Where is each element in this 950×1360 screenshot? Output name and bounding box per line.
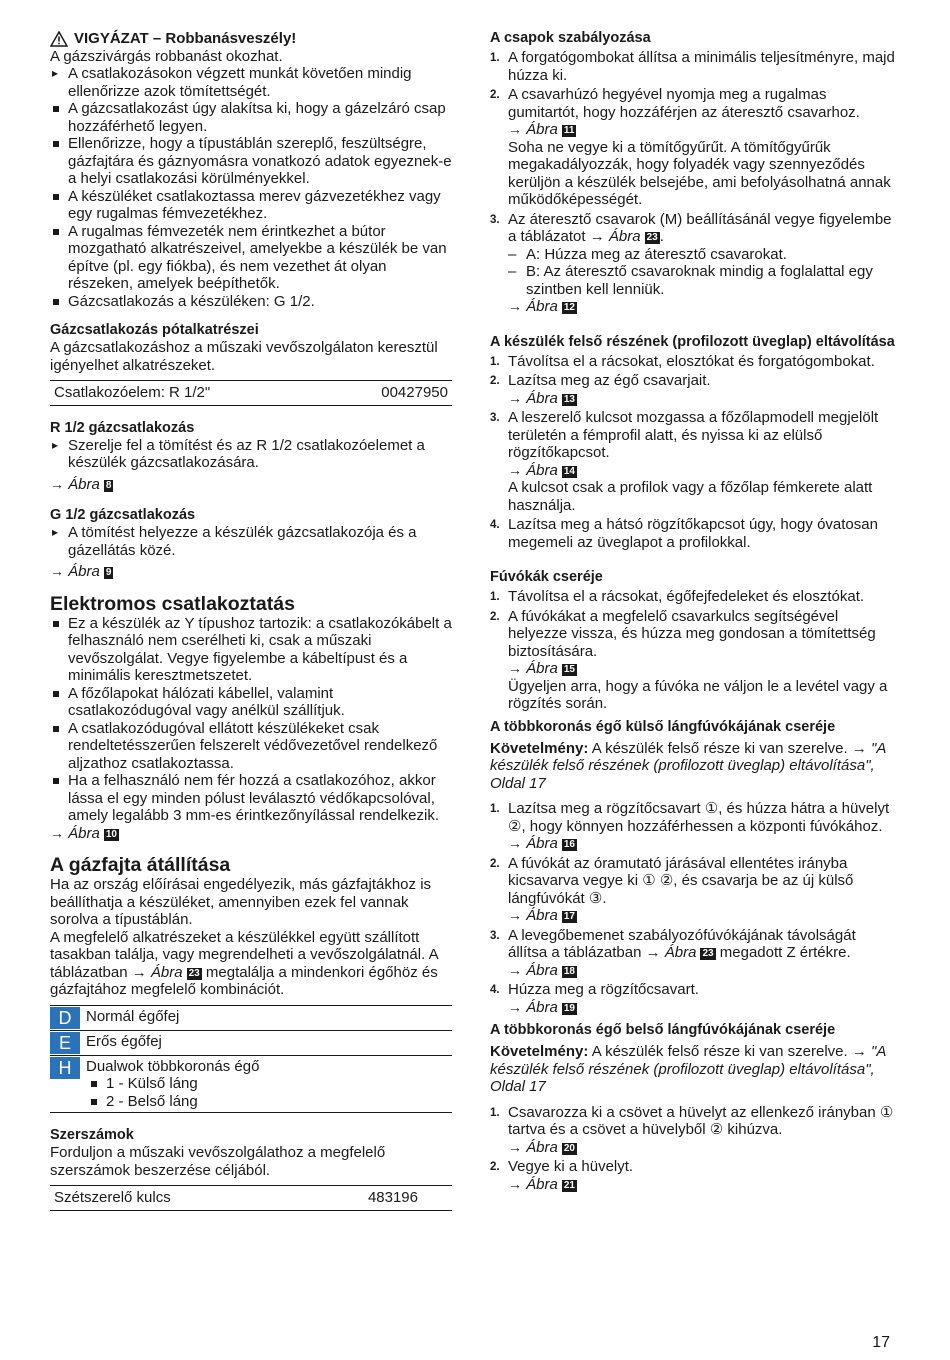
tools-table <box>50 1185 452 1211</box>
figure-ref: → Ábra 23 <box>645 944 714 961</box>
list-item: 2. Vegye ki a hüvelyt. → Ábra 21 <box>490 1158 895 1193</box>
figure-ref: → Ábra 9 <box>50 563 112 580</box>
table-row <box>50 1055 452 1113</box>
right-column <box>490 30 895 1193</box>
nozzle-steps <box>490 588 895 713</box>
tool-name: Szétszerelő kulcs <box>54 1189 171 1206</box>
list-item: – B: Az áteresztő csavaroknak mindig a foglalattal egy szintben kell lenniük. <box>508 263 895 298</box>
list-item: A rugalmas fémvezeték nem érintkezhet a bútor mozgatható alkatrészeivel, amelyekbe a készülék be van építve (pl. egy fiókba), és nem vezethet át olyan részeken, amelyek beépíthetők. <box>50 223 452 293</box>
list-item: ▸ A tömítést helyezze a készülék gázcsatlakozója és a gázellátás közé. <box>50 524 452 559</box>
figure-ref: → Ábra 19 <box>508 998 575 1016</box>
tools-text: Forduljon a műszaki vevőszolgálathoz a megfelelő szerszámok beszerzése céljából. <box>50 1144 386 1179</box>
list-item: – A: Húzza meg az áteresztő csavarokat. <box>508 246 895 264</box>
list-item: 1. Távolítsa el a rácsokat, égőfejfedeleket és elosztókat. <box>490 588 865 605</box>
table-row <box>50 1005 452 1030</box>
figure-ref: → Ábra 10 <box>50 824 117 842</box>
outer-requirement: Követelmény: A készülék felső része ki van szerelve. → "A készülék felső részének (profilozott üveglap) eltávolítása", Oldal 17 <box>490 739 886 792</box>
inner-steps <box>490 1104 895 1194</box>
list-item: 2. A csavarhúzó hegyével nyomja meg a rugalmas gumitartót, hogy hozzáférjen az áteresztő csavarhoz. → Ábra 11 Soha ne vegye ki a tömítőgyűrűt. A tömítőgyűrűk megakadályozzák, hogy folyadék vagy szennyeződés kerüljön a készülék belsejébe, ami befolyásolhatná annak működőképességét. <box>490 86 895 209</box>
inner-heading: A többkoronás égő belső lángfúvókájának cseréje <box>490 1022 836 1038</box>
list-item: 4. Húzza meg a rögzítőcsavart. → Ábra 19 <box>490 981 895 1016</box>
r12-list <box>50 437 452 472</box>
tools-heading: Szerszámok <box>50 1127 134 1143</box>
list-item: 4. Lazítsa meg a hátsó rögzítőkapcsot úgy, hogy óvatosan megemeli az üveglapot a profilokkal. <box>490 516 878 551</box>
list-item: 3. Az áteresztő csavarok (M) beállításánál vegye figyelembe a táblázatot → Ábra 23 . – A: Húzza meg az áteresztő csavarokat. – B: Az áteresztő csavaroknak mindig a foglalattal egy szintben kell lenniük. → Ábra 12 <box>490 211 895 316</box>
outer-steps <box>490 800 895 1016</box>
part-name: Csatlakozóelem: R 1/2" <box>54 384 211 401</box>
list-item: Gázcsatlakozás a készüléken: G 1/2. <box>50 293 452 311</box>
figure-ref: → Ábra 12 <box>508 298 575 315</box>
list-item: 2. A fúvókákat a megfelelő csavarkulcs segítségével helyezze vissza, és húzza meg gondosan a tömítettség biztosítására. → Ábra 15 Ügyeljen arra, hogy a fúvóka ne váljon le a levétel vagy a rögzítés során. <box>490 608 895 713</box>
list-item: 2. A fúvókát az óramutató járásával ellentétes irányba kicsavarva vegye ki ① ②, és csavarja be az új külső lángfúvókát ③. → Ábra 17 <box>490 855 895 925</box>
figure-ref: → Ábra 15 <box>508 660 575 677</box>
list-item: 1. Csavarozza ki a csövet a hüvelyt az ellenkező irányban ① tartva és a csövet a hüvelyből ② kihúzva. → Ábra 20 <box>490 1103 894 1156</box>
top-heading: A készülék felső részének (profilozott üveglap) eltávolítása <box>490 333 895 350</box>
list-item: ▸ A csatlakozásokon végzett munkát követően mindig ellenőrizze azok tömítettségét. <box>50 65 452 100</box>
taps-heading: A csapok szabályozása <box>490 30 651 46</box>
outer-requirement-link[interactable]: → "A készülék felső részének (profilozott üveglap) eltávolítása", Oldal 17 <box>490 739 886 792</box>
figure-ref: → Ábra 13 <box>508 389 575 407</box>
nozzle-heading: Fúvókák cseréje <box>490 569 603 585</box>
part-code: 00427950 <box>381 384 448 401</box>
figure-ref: → Ábra 11 <box>508 121 575 138</box>
figure-ref: → Ábra 23 <box>589 228 658 245</box>
figure-ref: → Ábra 21 <box>508 1175 575 1193</box>
g12-heading: G 1/2 gázcsatlakozás <box>50 507 196 523</box>
list-item: A készüléket csatlakoztassa merev gázvezetékhez vagy egy rugalmas fémvezetékhez. <box>50 188 452 223</box>
parts-text: A gázcsatlakozáshoz a műszaki vevőszolgálaton keresztül igényelhet alkatrészeket. <box>50 339 438 374</box>
burner-name: Normál égőfej <box>86 1007 180 1025</box>
figure-ref: → Ábra 18 <box>508 961 575 979</box>
table-row <box>50 1030 452 1055</box>
warning-list <box>50 100 452 310</box>
figure-ref: → Ábra 20 <box>508 1138 575 1156</box>
list-item: 1. A forgatógombokat állítsa a minimális teljesítményre, majd húzza ki. <box>490 49 895 84</box>
list-item: Ez a készülék az Y típushoz tartozik: a csatlakozókábelt a felhasználó nem cserélheti ki, csak a műszaki vevőszolgálat. Vegye figyelembe a kábeltípust és a minimális keresztmetszetet. <box>50 615 452 685</box>
list-item: A főzőlapokat hálózati kábellel, valamint csatlakozódugóval vagy anélkül szállítjuk. <box>50 685 452 720</box>
tool-code: 483196 <box>367 1189 418 1206</box>
list-item: Ha a felhasználó nem fér hozzá a csatlakozóhoz, akkor lássa el egy minden pólust leválasztó védőkapcsolóval, amely legalább 3 mm-es érintkezőnyílással rendelkezik. <box>50 772 452 825</box>
warning-title: VIGYÁZAT – Robbanásveszély! <box>50 30 452 48</box>
list-item: Ellenőrizze, hogy a típustáblán szereplő, feszültségre, gázfajtára és gáznyomásra vonatkozó adatok egyeznek-e a helyi csatlakozási körülményekkel. <box>50 135 452 188</box>
list-item: 2. Lazítsa meg az égő csavarjait. → Ábra 13 <box>490 372 895 407</box>
gas-paragraph-1: Ha az ország előírásai engedélyezik, más gázfajtákhoz is beállíthatja a készüléket, amennyiben ezek fel vannak sorolva a típustáblán. <box>50 876 432 928</box>
parts-heading: Gázcsatlakozás pótalkatrészei <box>50 322 259 338</box>
figure-ref: → Ábra 17 <box>508 907 575 924</box>
burner-table <box>50 1005 452 1114</box>
page-number: 17 <box>872 1334 890 1351</box>
parts-table <box>50 380 452 406</box>
figure-ref: → Ábra 14 <box>508 461 575 479</box>
figure-ref: → Ábra 8 <box>50 475 112 493</box>
list-item: A csatlakozódugóval ellátott készülékeket csak rendeltetésszerűen felszerelt védővezetővel rendelkező aljzathoz csatlakoztassa. <box>50 720 452 773</box>
taps-dash-list <box>508 246 895 299</box>
warning-tri-list <box>50 65 452 100</box>
warning-triangle-icon <box>50 31 68 47</box>
inner-requirement: Követelmény: A készülék felső része ki van szerelve. → "A készülék felső részének (profilozott üveglap) eltávolítása", Oldal 17 <box>490 1043 886 1095</box>
burner-letter: E <box>50 1032 80 1054</box>
list-item: ▸ Szerelje fel a tömítést és az R 1/2 csatlakozóelemet a készülék gázcsatlakozására. <box>50 437 452 472</box>
gas-heading: A gázfajta átállítása <box>50 854 231 876</box>
list-item: 1. Távolítsa el a rácsokat, elosztókat és forgatógombokat. <box>490 352 875 370</box>
burner-name: Dualwok többkoronás égő <box>86 1057 260 1075</box>
burner-sublist <box>88 1075 446 1110</box>
burner-letter: H <box>50 1057 80 1079</box>
elec-heading: Elektromos csatlakoztatás <box>50 592 295 615</box>
list-item: 2 - Belső láng <box>88 1093 446 1111</box>
r12-heading: R 1/2 gázcsatlakozás <box>50 419 195 436</box>
warning-text: A gázszivárgás robbanást okozhat. <box>50 47 283 65</box>
gas-paragraph-2: A megfelelő alkatrészeket a készülékkel együtt szállított tasakban találja, vagy megrendelheti a vevőszolgálatnál. A táblázatban → Ábra 23 megtalálja a mindenkori égőhöz és gázfajtához megfelelő kombinációt. <box>50 928 438 998</box>
figure-ref: → Ábra 16 <box>508 835 575 852</box>
elec-list <box>50 615 452 825</box>
taps-steps <box>490 49 895 316</box>
outer-heading: A többkoronás égő külső lángfúvókájának cseréje <box>490 718 836 735</box>
list-item: 3. A leszerelő kulcsot mozgassa a főzőlapmodell megjelölt területén a fémprofil alatt, és nyissa ki az elülső rögzítőkapcsot. → Ábra 14 A kulcsot csak a profilok vagy a főzőlap fémkerete alatt használja. <box>490 409 895 514</box>
burner-letter: D <box>50 1007 80 1029</box>
g12-list <box>50 524 452 559</box>
list-item: 3. A levegőbemenet szabályozófúvókájának távolságát állítsa a táblázatban → Ábra 23 megadott Z értékre. → Ábra 18 <box>490 927 895 980</box>
top-steps <box>490 353 895 552</box>
list-item: 1. Lazítsa meg a rögzítőcsavart ①, és húzza hátra a hüvelyt ②, hogy könnyen hozzáférhessen a központi fúvókához. → Ábra 16 <box>490 800 895 853</box>
figure-ref: → Ábra 23 <box>131 963 200 981</box>
list-item: 1 - Külső láng <box>88 1075 446 1093</box>
list-item: A gázcsatlakozást úgy alakítsa ki, hogy a gázelzáró csap hozzáférhető legyen. <box>50 100 452 135</box>
burner-name: Erős égőfej <box>80 1030 452 1055</box>
left-column <box>50 30 452 1211</box>
inner-requirement-link[interactable]: → "A készülék felső részének (profilozott üveglap) eltávolítása", Oldal 17 <box>490 1043 886 1095</box>
